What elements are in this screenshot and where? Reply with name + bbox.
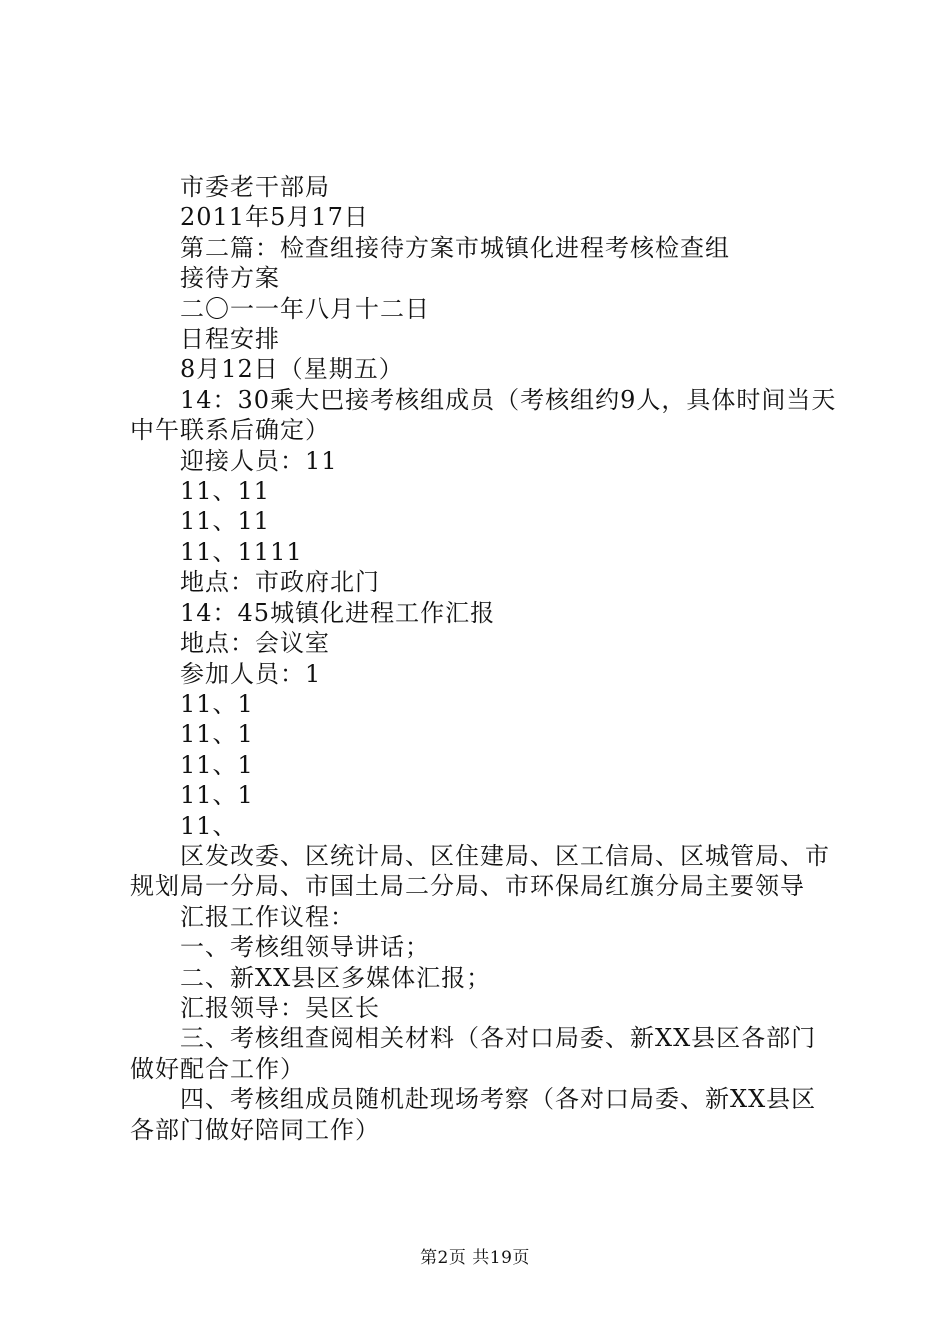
- paragraph: 一、考核组领导讲话；: [180, 933, 430, 962]
- paragraph: 11、1111: [180, 537, 303, 566]
- paragraph: 第二篇：检查组接待方案市城镇化进程考核检查组: [180, 233, 730, 262]
- paragraph: 11、1: [180, 750, 254, 779]
- paragraph: 11、11: [180, 507, 271, 536]
- paragraph: 地点：会议室: [180, 629, 330, 658]
- paragraph: 接待方案: [180, 264, 280, 293]
- document-body: [130, 172, 840, 1145]
- paragraph: 11、1: [180, 720, 254, 749]
- paragraph: 2011年5月17日: [180, 203, 369, 232]
- paragraph: 四、考核组成员随机赴现场考察（各对口局委、新XX县区各部门做好陪同工作）: [130, 1085, 817, 1144]
- paragraph: 11、: [180, 811, 238, 840]
- paragraph: 8月12日（星期五）: [180, 355, 404, 384]
- paragraph: 市委老干部局: [180, 173, 330, 201]
- paragraph: 汇报工作议程：: [180, 902, 355, 931]
- paragraph: 汇报领导：吴区长: [180, 993, 380, 1022]
- paragraph: 日程安排: [180, 325, 280, 354]
- paragraph: 二〇一一年八月十二日: [180, 294, 430, 323]
- paragraph: 11、1: [180, 781, 254, 810]
- paragraph: 地点：市政府北门: [180, 568, 380, 597]
- paragraph: 11、1: [180, 689, 254, 718]
- paragraph: 14：30乘大巴接考核组成员（考核组约9人，具体时间当天中午联系后确定）: [130, 385, 837, 445]
- paragraph: 三、考核组查阅相关材料（各对口局委、新XX县区各部门做好配合工作）: [130, 1024, 817, 1083]
- paragraph: 迎接人员：11: [180, 446, 338, 475]
- paragraph: 14：45城镇化进程工作汇报: [180, 598, 496, 627]
- paragraph: 11、11: [180, 477, 271, 506]
- page-footer: 第2页 共19页: [420, 1248, 530, 1268]
- paragraph: 二、新XX县区多媒体汇报；: [180, 963, 492, 992]
- paragraph: 参加人员：1: [180, 659, 322, 688]
- paragraph: 区发改委、区统计局、区住建局、区工信局、区城管局、市规划局一分局、市国土局二分局、市环保局红旗分局主要领导: [130, 841, 830, 901]
